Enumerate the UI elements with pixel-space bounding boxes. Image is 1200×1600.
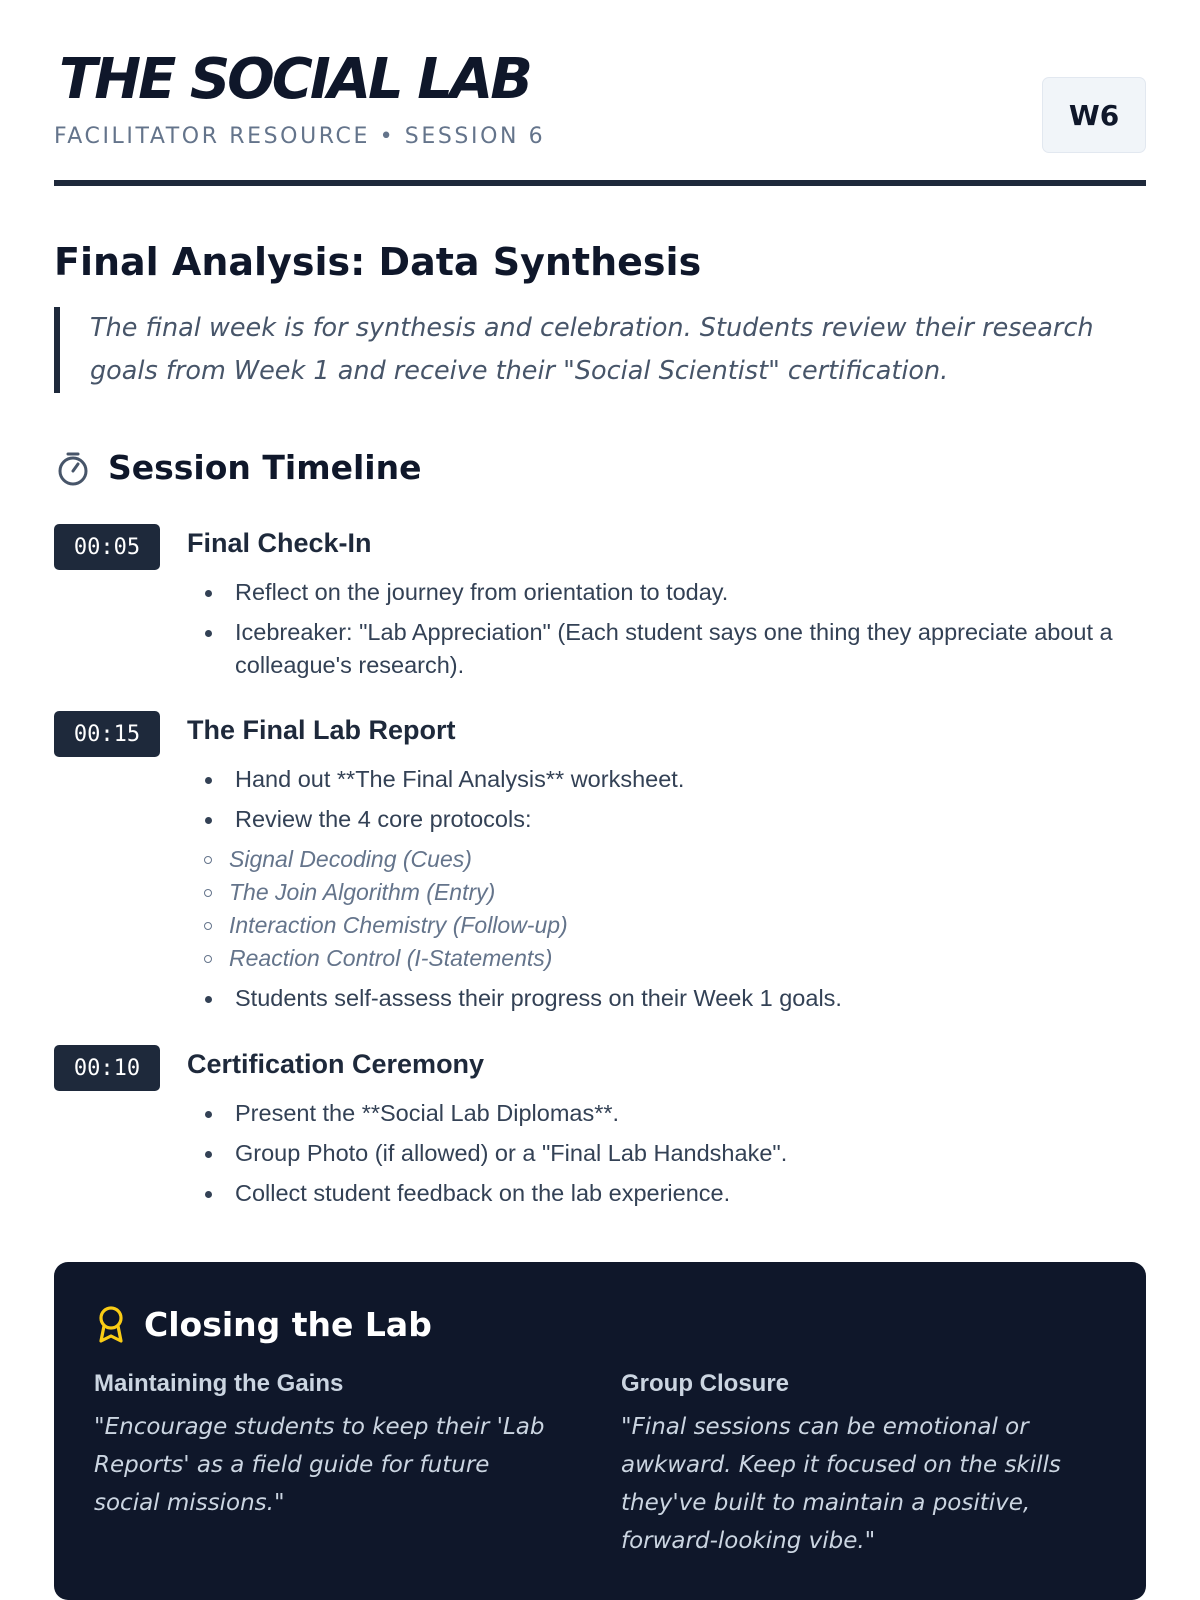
- bullet-list: [201, 576, 1146, 689]
- bullet-list: [201, 1097, 1146, 1217]
- page-title: Final Analysis: Data Synthesis: [54, 240, 702, 284]
- closing-column: [621, 1370, 1111, 1560]
- list-item: Reflect on the journey from orientation to today.: [201, 576, 1146, 609]
- timeline-heading-label: Session Timeline: [108, 448, 422, 487]
- sub-list-item: Reaction Control (I-Statements): [201, 942, 1146, 975]
- time-pill: 00:05: [54, 524, 160, 570]
- bullet-list: [201, 763, 1146, 1022]
- list-item: Review the 4 core protocols:: [201, 803, 1146, 836]
- closing-card: [54, 1262, 1146, 1600]
- stopwatch-icon: [54, 449, 92, 487]
- list-item: Present the **Social Lab Diplomas**.: [201, 1097, 1146, 1130]
- time-pill: 00:10: [54, 1045, 160, 1091]
- list-item: Students self-assess their progress on their Week 1 goals.: [201, 982, 1146, 1015]
- timeline-heading: [54, 448, 421, 487]
- sub-list-item: Interaction Chemistry (Follow-up): [201, 909, 1146, 942]
- closing-column-text: "Encourage students to keep their 'Lab Reports' as a field guide for future social missions.": [94, 1414, 545, 1516]
- award-ribbon-icon: [96, 1304, 126, 1344]
- list-item: Icebreaker: "Lab Appreciation" (Each student says one thing they appreciate about a colleague's research).: [201, 616, 1146, 682]
- header: [54, 0, 1146, 184]
- closing-heading: [96, 1304, 432, 1344]
- list-item: Group Photo (if allowed) or a "Final Lab Handshake".: [201, 1137, 1146, 1170]
- closing-heading-label: Closing the Lab: [144, 1304, 432, 1344]
- list-item: Hand out **The Final Analysis** worksheet.: [201, 763, 1146, 796]
- block-title: Certification Ceremony: [187, 1049, 485, 1079]
- sub-list-item: Signal Decoding (Cues): [201, 843, 1146, 876]
- closing-column-title: Maintaining the Gains: [94, 1370, 344, 1397]
- brand-subtitle: FACILITATOR RESOURCE • SESSION 6: [54, 124, 546, 149]
- page: [54, 0, 1146, 1554]
- time-pill: 00:15: [54, 711, 160, 757]
- week-badge: W6: [1042, 77, 1146, 153]
- closing-column-title: Group Closure: [621, 1370, 790, 1397]
- brand-title: THE SOCIAL LAB: [59, 47, 530, 112]
- closing-column-text: "Final sessions can be emotional or awkward. Keep it focused on the skills they've built to maintain a positive, forward-looking vibe.": [621, 1414, 1061, 1554]
- block-title: The Final Lab Report: [187, 715, 456, 745]
- intro-quote: The final week is for synthesis and celebration. Students review their research goals from Week 1 and receive their "Social Scientist" certification.: [54, 307, 1146, 393]
- closing-column: [94, 1370, 554, 1522]
- block-title: Final Check-In: [187, 528, 372, 558]
- header-divider: [54, 180, 1146, 186]
- sub-list-item: The Join Algorithm (Entry): [201, 876, 1146, 909]
- list-item: Collect student feedback on the lab experience.: [201, 1177, 1146, 1210]
